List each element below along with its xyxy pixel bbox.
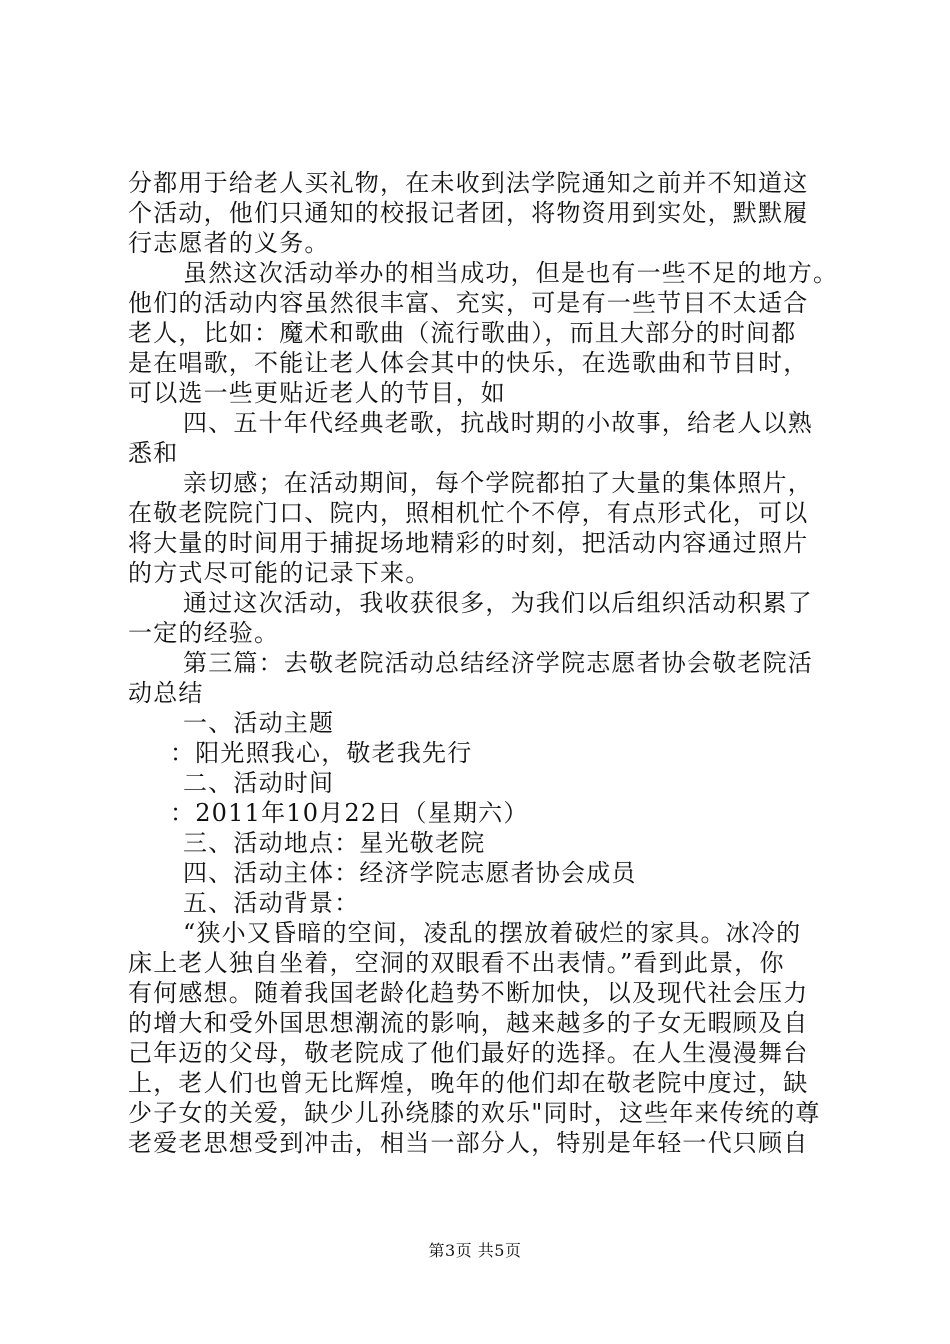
text-line: 可以选一些更贴近老人的节目，如 bbox=[128, 379, 506, 407]
text-line: 床上老人独自坐着，空洞的双眼看不出表情。”看到此景，你 bbox=[128, 949, 785, 977]
section-heading: 动总结 bbox=[128, 679, 204, 707]
text-line: 行志愿者的义务。 bbox=[128, 229, 330, 257]
list-item: 四、活动主体：经济学院志愿者协会成员 bbox=[183, 859, 637, 887]
text-line: 的方式尽可能的记录下来。 bbox=[128, 559, 431, 587]
text-line: 悉和 bbox=[128, 439, 179, 467]
page-footer: 第3页 共5页 bbox=[428, 1241, 522, 1260]
text-line: 老爱老思想受到冲击，相当一部分人，特别是年轻一代只顾自 bbox=[128, 1129, 809, 1157]
document-body bbox=[128, 168, 848, 1158]
text-line: 亲切感；在活动期间，每个学院都拍了大量的集体照片， bbox=[183, 469, 813, 497]
text-line: 在敬老院院门口、院内，照相机忙个不停，有点形式化，可以 bbox=[128, 499, 809, 527]
text-line: 有何感想。随着我国老龄化趋势不断加快，以及现代社会压力 bbox=[128, 979, 809, 1007]
text-line: 四、五十年代经典老歌，抗战时期的小故事，给老人以熟 bbox=[183, 409, 813, 437]
list-item: 三、活动地点：星光敬老院 bbox=[183, 829, 486, 857]
text-line: 少子女的关爱，缺少儿孙绕膝的欢乐"同时，这些年来传统的尊 bbox=[128, 1099, 821, 1127]
list-item: ：2011年10月22日（星期六） bbox=[170, 799, 529, 827]
list-item: 二、活动时间 bbox=[183, 769, 335, 797]
text-line: “狭小又昏暗的空间，凌乱的摆放着破烂的家具。冰冷的 bbox=[183, 919, 802, 947]
text-line: 个活动，他们只通知的校报记者团，将物资用到实处，默默履 bbox=[128, 199, 809, 227]
text-line: 他们的活动内容虽然很丰富、充实，可是有一些节目不太适合 bbox=[128, 289, 809, 317]
text-line: 通过这次活动，我收获很多，为我们以后组织活动积累了 bbox=[183, 589, 813, 617]
text-line: 分都用于给老人买礼物，在未收到法学院通知之前并不知道这 bbox=[128, 169, 809, 197]
section-heading: 第三篇：去敬老院活动总结经济学院志愿者协会敬老院活 bbox=[183, 649, 813, 677]
text-line: 老人，比如：魔术和歌曲（流行歌曲），而且大部分的时间都 bbox=[128, 319, 797, 347]
list-item: ：阳光照我心，敬老我先行 bbox=[170, 739, 473, 767]
text-line: 将大量的时间用于捕捉场地精彩的时刻，把活动内容通过照片 bbox=[128, 529, 809, 557]
text-line: 己年迈的父母，敬老院成了他们最好的选择。在人生漫漫舞台 bbox=[128, 1039, 809, 1067]
text-line: 一定的经验。 bbox=[128, 619, 280, 647]
text-line: 是在唱歌，不能让老人体会其中的快乐，在选歌曲和节目时， bbox=[128, 349, 809, 377]
text-line: 虽然这次活动举办的相当成功，但是也有一些不足的地方。 bbox=[183, 259, 839, 287]
list-item: 一、活动主题 bbox=[183, 709, 335, 737]
text-line: 的增大和受外国思想潮流的影响，越来越多的子女无暇顾及自 bbox=[128, 1009, 809, 1037]
text-line: 上，老人们也曾无比辉煌，晚年的他们却在敬老院中度过，缺 bbox=[128, 1069, 809, 1097]
list-item: 五、活动背景： bbox=[183, 889, 360, 917]
